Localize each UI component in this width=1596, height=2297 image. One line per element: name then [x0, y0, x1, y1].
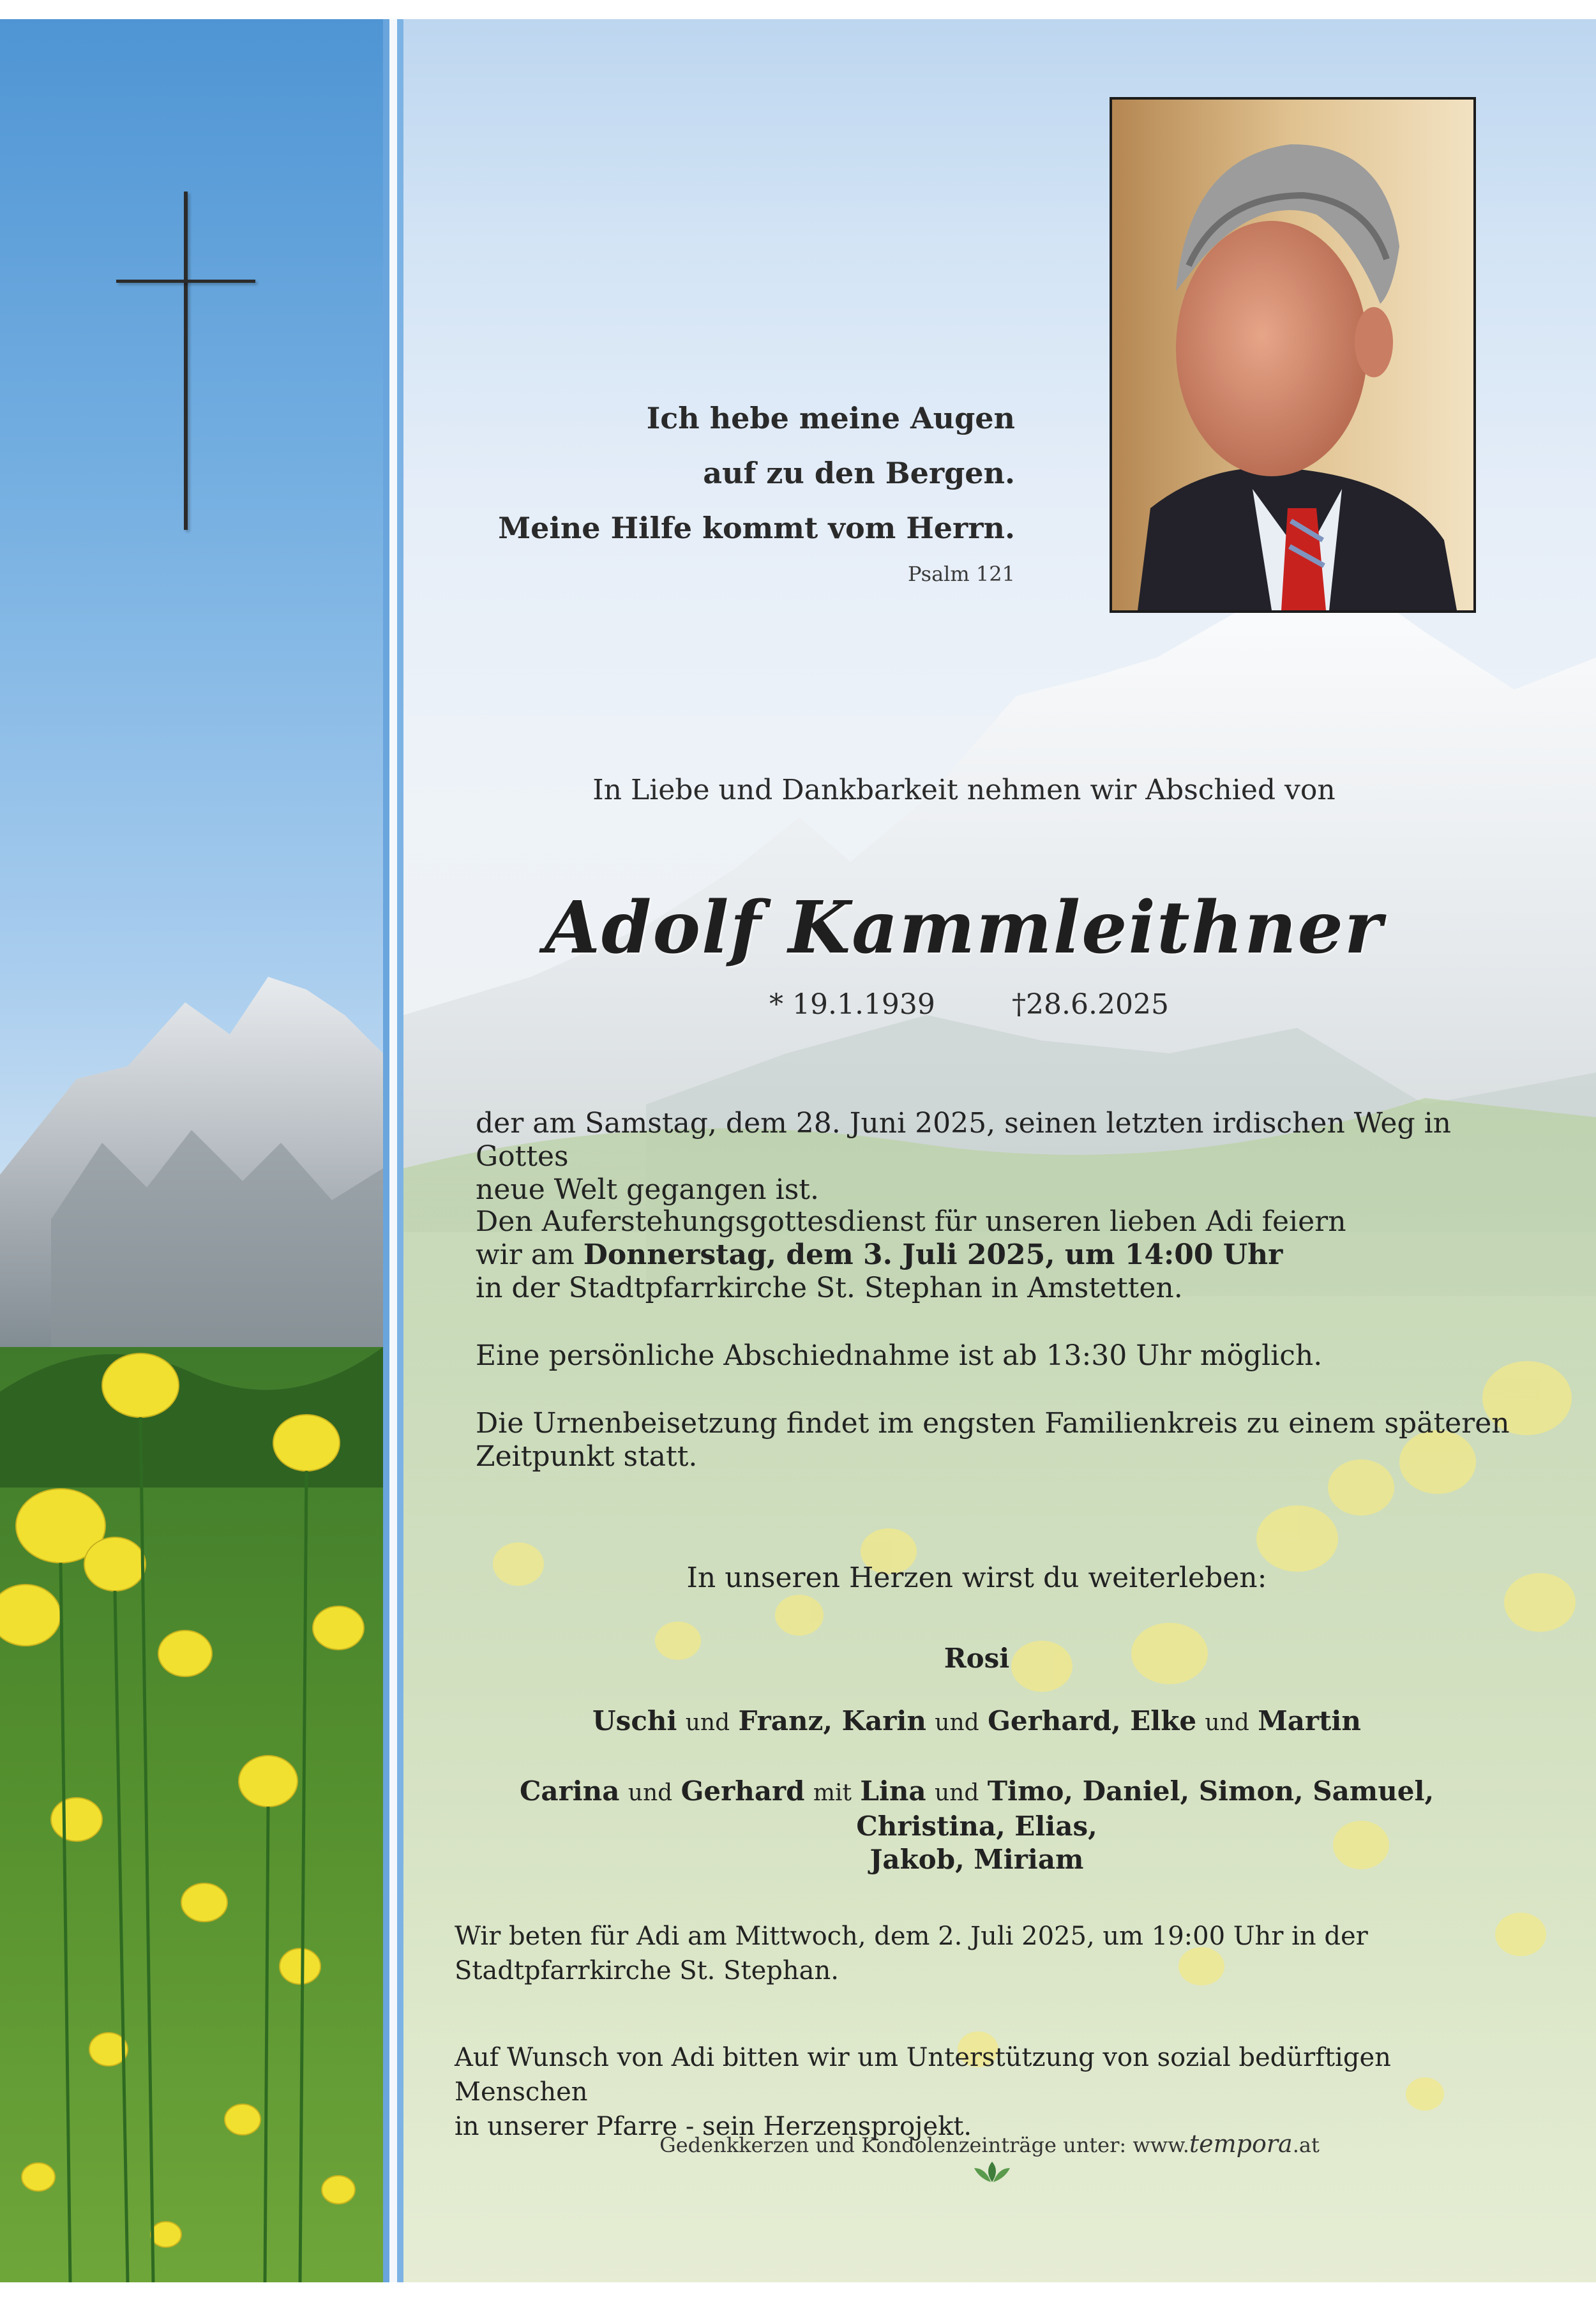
connector: und: [1205, 1710, 1249, 1736]
connector: und: [935, 1710, 979, 1736]
mourner-name: Gerhard, Elke: [988, 1705, 1197, 1736]
portrait-photo: [1110, 97, 1476, 613]
text-line: Auf Wunsch von Adi bitten wir um Unterstützung von sozial bedürftigen Menschen: [455, 2043, 1391, 2107]
mourner-name: Jakob, Miriam: [870, 1844, 1084, 1875]
footer-brand-link[interactable]: tempora: [1189, 2130, 1293, 2158]
footer: [638, 2130, 1341, 2185]
text-line: in der Stadtpfarrkirche St. Stephan in Amstetten.: [476, 1272, 1183, 1304]
text-line: neue Welt gegangen ist.: [476, 1173, 819, 1206]
lotus-logo-icon: [972, 2159, 1013, 2185]
grandchildren-line-1: [460, 1775, 1494, 1843]
mourner-name: Carina: [519, 1775, 620, 1807]
cross-icon-bar: [116, 280, 255, 283]
donation-paragraph: [455, 2040, 1489, 2144]
text-line: Die Urnenbeisetzung findet im engsten Familienkreis zu einem späteren: [476, 1407, 1510, 1440]
divider-stripe: [397, 19, 403, 2282]
footer-domain: .at: [1292, 2133, 1320, 2157]
verse-line-2: auf zu den Bergen.: [703, 456, 1015, 490]
text-line: in unserer Pfarre - sein Herzensprojekt.: [455, 2112, 972, 2141]
deceased-name: Adolf Kammleithner: [545, 886, 1383, 970]
text-line: Zeitpunkt statt.: [476, 1440, 698, 1473]
verse-line-3: Meine Hilfe kommt vom Herrn.: [498, 511, 1015, 545]
mourner-name: Timo, Daniel, Simon, Samuel, Christina, Elias,: [856, 1775, 1434, 1842]
birth-date: * 19.1.1939: [769, 988, 935, 1021]
farewell-intro: In Liebe und Dankbarkeit nehmen wir Abschied von: [592, 774, 1336, 806]
mourner-name: Martin: [1258, 1705, 1361, 1736]
grandchildren-line-2: [460, 1843, 1494, 1876]
mourner-grandchildren: [460, 1775, 1494, 1876]
mountain-meadow-illustration: [0, 19, 383, 2282]
prayer-paragraph: [455, 1919, 1489, 1988]
text-line: Den Auferstehungsgottesdienst für unseren lieben Adi feiern: [476, 1205, 1346, 1238]
mourner-name: Gerhard: [681, 1775, 805, 1807]
spouse-name: Rosi: [944, 1643, 1010, 1674]
service-paragraph: [476, 1205, 1510, 1305]
text-line: [476, 1239, 1510, 1272]
mourner-name: Lina: [860, 1775, 926, 1807]
death-notice-paragraph: [476, 1107, 1510, 1207]
burial-paragraph: [476, 1407, 1510, 1473]
connector: und: [934, 1780, 979, 1806]
viewing-paragraph: [476, 1339, 1510, 1373]
text-line: Eine persönliche Abschiednahme ist ab 13:30 Uhr möglich.: [476, 1339, 1323, 1372]
divider-stripe: [383, 19, 389, 2282]
mourner-name: Uschi: [592, 1705, 677, 1736]
footer-text: Gedenkkerzen und Kondolenzeinträge unter: www.: [659, 2133, 1189, 2157]
connector: mit: [813, 1780, 852, 1806]
verse-line-1: Ich hebe meine Augen: [646, 401, 1015, 435]
text-line: der am Samstag, dem 28. Juni 2025, seinen letzten irdischen Weg in Gottes: [476, 1107, 1452, 1173]
connector: und: [628, 1780, 673, 1806]
connector: und: [685, 1710, 730, 1736]
left-landscape-panel: [0, 19, 383, 2282]
text-span: wir am: [476, 1239, 583, 1271]
death-date: †28.6.2025: [1012, 988, 1169, 1021]
service-date-time: Donnerstag, dem 3. Juli 2025, um 14:00 Uhr: [583, 1239, 1283, 1271]
mourner-spouse: [460, 1642, 1494, 1675]
divider-stripe: [389, 19, 397, 2282]
text-line: Stadtpfarrkirche St. Stephan.: [455, 1956, 839, 1985]
cross-icon: [184, 192, 188, 530]
mourners-heading: In unseren Herzen wirst du weiterleben:: [686, 1562, 1267, 1594]
verse-reference: Psalm 121: [908, 562, 1015, 586]
mourner-children: [460, 1705, 1494, 1740]
mourner-name: Franz, Karin: [738, 1705, 926, 1736]
text-line: Wir beten für Adi am Mittwoch, dem 2. Juli 2025, um 19:00 Uhr in der: [455, 1922, 1368, 1951]
